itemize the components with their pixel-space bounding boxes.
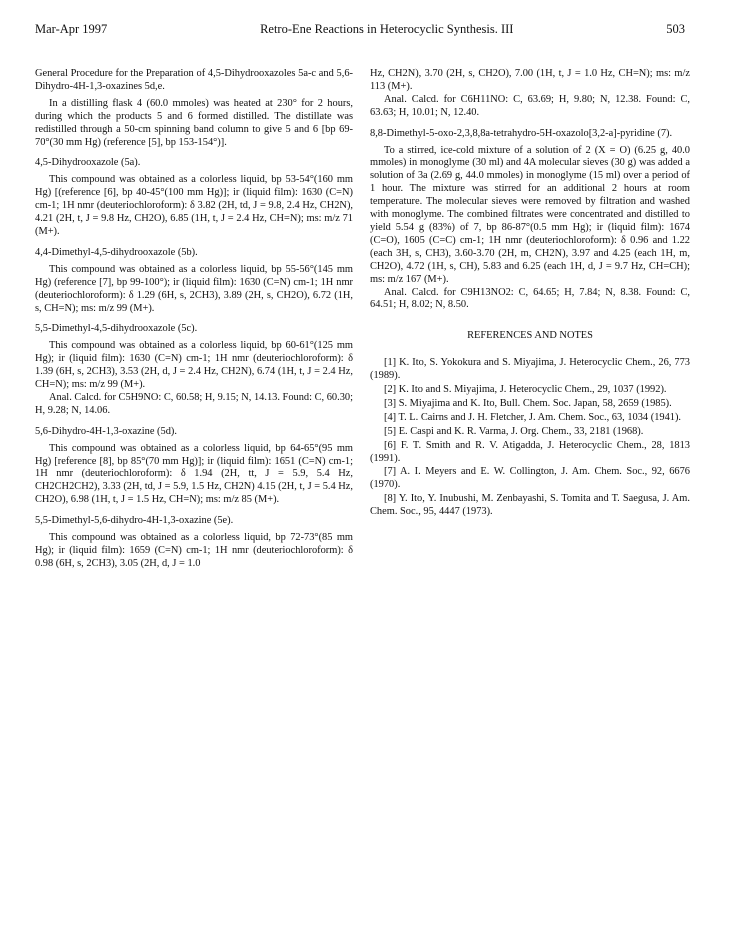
reference-item: [7] A. I. Meyers and E. W. Collington, J. Am. Chem. Soc., 92, 6676 (1970). — [370, 466, 690, 491]
analysis-paragraph: Anal. Calcd. for C6H11NO: C, 63.69; H, 9.80; N, 12.38. Found: C, 63.63; H, 10.01; N, 12.40. — [370, 93, 690, 118]
reference-item: [6] F. T. Smith and R. V. Atigadda, J. Heterocyclic Chem., 28, 1813 (1991). — [370, 439, 690, 464]
compound-heading: 8,8-Dimethyl-5-oxo-2,3,8,8a-tetrahydro-5H-oxazolo[3,2-a]-pyridine (7). — [370, 127, 673, 139]
reference-item: [5] E. Caspi and K. R. Varma, J. Org. Chem., 33, 2181 (1968). — [384, 425, 644, 437]
analysis-paragraph: Anal. Calcd. for C5H9NO: C, 60.58; H, 9.15; N, 14.13. Found: C, 60.30; H, 9.28; N, 14.06. — [35, 391, 353, 416]
reference-item: [8] Y. Ito, Y. Inubushi, M. Zenbayashi, S. Tomita and T. Saegusa, J. Am. Chem. Soc., 95, 4447 (1973). — [370, 493, 690, 518]
compound-heading: 4,5-Dihydrooxazole (5a). — [35, 157, 141, 169]
paragraph: This compound was obtained as a colorless liquid, bp 53-54°(160 mm Hg) [(reference [6], bp 40-45°(100 mm Hg)]; ir (liquid film): 1630 (C=N) cm-1; 1H nmr (deuteriochloroform): δ 3.82 (2H, td, J = 9.8, 2.4 Hz, CH2N), 4.21 (2H, t, J = 9.8 Hz, CH2O), 6.85 (1H, t, J = 2.4 Hz, CH=N); ms: m/z 71 (M+). — [35, 174, 353, 237]
paragraph: To a stirred, ice-cold mixture of a solution of 2 (X = O) (6.25 g, 40.0 mmoles) in monoglyme (30 ml) and 4A molecular sieves (30 g) was added a solution of 3a (2.69 g, 44.0 mmoles) in monoglyme (15 ml) over a period of 1 hour. The mixture was stirred for an additional 2 hours at room temperature. The molecular sieves were removed by filtration and washed with monoglyme. The combined filtrates were concentrated and distilled to yield 5.54 g (83%) of 7, bp 86-87°(0.5 mm Hg); ir (liquid film): 1674 (C=O), 1605 (C=C) cm-1; 1H nmr (deuteriochloroform): δ 0.96 and 1.22 (each 3H, s, CH3), 3.60-3.70 (2H, m, CH2N), 3.97 and 4.25 (each 1H, m, CH2O), 4.72 (1H, s, CH), 5.83 and 6.25 (each 1H, d, J = 9.7 Hz, CH=CH); ms: m/z 167 (M+). — [370, 144, 690, 285]
compound-heading: 4,4-Dimethyl-4,5-dihydrooxazole (5b). — [35, 246, 198, 258]
section-heading: General Procedure for the Preparation of 4,5-Dihydrooxazoles 5a-c and 5,6-Dihydro-4H-1,3-oxazines 5d,e. — [35, 68, 353, 92]
paragraph: This compound was obtained as a colorless liquid, bp 60-61°(125 mm Hg); ir (liquid film): 1630 (C=N) cm-1; 1H nmr (deuteriochloroform): δ 1.39 (6H, s, 2CH3), 3.53 (2H, d, J = 2.4 Hz, CH2N), 6.74 (1H, t, J = 2.4 Hz, CH=N); ms: m/z 99 (M+). — [35, 340, 353, 391]
compound-heading: 5,6-Dihydro-4H-1,3-oxazine (5d). — [35, 425, 177, 437]
right-column — [370, 68, 690, 520]
paragraph: In a distilling flask 4 (60.0 mmoles) was heated at 230° for 2 hours, during which the products 5 and 6 formed distilled. The distillate was redistilled through a 50-cm spinning band column to give 5 and 6 [bp 69-70°(30 mm Hg) (reference [5], bp 153-154°)]. — [35, 97, 353, 148]
references-title: REFERENCES AND NOTES — [467, 330, 593, 342]
paragraph: This compound was obtained as a colorless liquid, bp 55-56°(145 mm Hg) (reference [7], bp 99-100°); ir (liquid film): 1630 (C=N) cm-1; 1H nmr (deuteriochloroform): δ 1.29 (6H, s, 2CH3), 3.89 (2H, s, CH2O), 6.72 (1H, s, CH=N); ms: m/z 99 (M+). — [35, 263, 353, 314]
paragraph: This compound was obtained as a colorless liquid, bp 64-65°(95 mm Hg) [reference [8], bp 85°(70 mm Hg)]; ir (liquid film): 1651 (C=N) cm-1; 1H nmr (deuteriochloroform): δ 1.94 (2H, tt, J = 5.9, 5.4 Hz, CH2CH2CH2), 3.33 (2H, td, J = 5.9, 1.5 Hz, CH2N) 4.15 (2H, t, J = 5.4 Hz, CH2O), 6.98 (1H, t, J = 1.5 Hz, CH=N); ms: m/z 85 (M+). — [35, 442, 353, 506]
compound-heading: 5,5-Dimethyl-5,6-dihydro-4H-1,3-oxazine (5e). — [35, 515, 234, 527]
header-title: Retro-Ene Reactions in Heterocyclic Synthesis. III — [260, 22, 514, 36]
analysis-paragraph: Anal. Calcd. for C9H13NO2: C, 64.65; H, 7.84; N, 8.38. Found: C, 64.51; H, 8.02; N, 8.50. — [370, 286, 690, 311]
reference-item: [2] K. Ito and S. Miyajima, J. Heterocyclic Chem., 29, 1037 (1992). — [384, 384, 667, 396]
left-column — [35, 68, 353, 571]
header-date: Mar-Apr 1997 — [35, 22, 108, 36]
reference-item: [4] T. L. Cairns and J. H. Fletcher, J. Am. Chem. Soc., 63, 1034 (1941). — [384, 411, 682, 423]
reference-item: [1] K. Ito, S. Yokokura and S. Miyajima, J. Heterocyclic Chem., 26, 773 (1989). — [370, 357, 690, 382]
running-header — [35, 22, 685, 37]
paragraph: This compound was obtained as a colorless liquid, bp 72-73°(85 mm Hg); ir (liquid film): 1659 (C=N) cm-1; 1H nmr (deuteriochloroform): δ 0.98 (6H, s, 2CH3), 3.05 (2H, d, J = 1.0 — [35, 532, 353, 569]
paragraph-continuation: Hz, CH2N), 3.70 (2H, s, CH2O), 7.00 (1H, t, J = 1.0 Hz, CH=N); ms: m/z 113 (M+). — [370, 68, 690, 92]
references-list — [370, 357, 690, 519]
compound-heading: 5,5-Dimethyl-4,5-dihydrooxazole (5c). — [35, 323, 198, 335]
header-page-number: 503 — [666, 22, 685, 36]
reference-item: [3] S. Miyajima and K. Ito, Bull. Chem. Soc. Japan, 58, 2659 (1985). — [384, 397, 672, 409]
